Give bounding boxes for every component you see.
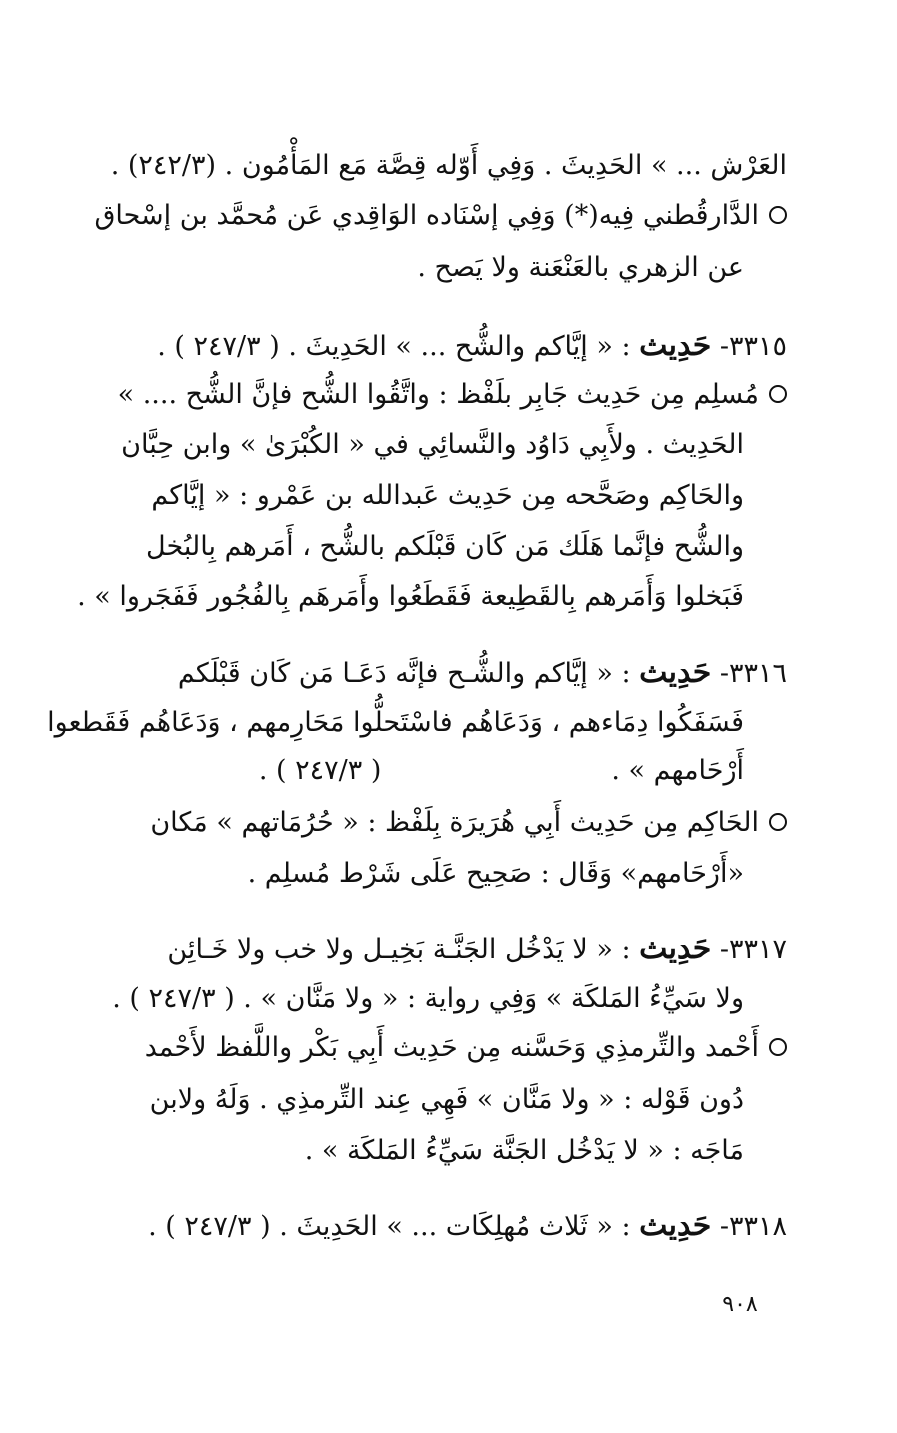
continuation-text: العَرْش ... » الحَدِيثَ . وَفِي أَوّله قِصَّة مَع المَأْمُون . (٢٤٢/٣) . xyxy=(110,150,787,181)
note-line: الحَدِيث . ولأَبِي دَاوُد والنَّسائِي في « الكُبْرَىٰ » وابن حِبَّان xyxy=(121,429,744,460)
note-line: فَبَخلوا وَأَمَرهم بِالقَطِيعة فَقَطَعُوا وأَمَرهَم بِالفُجُور فَفَجَروا » . xyxy=(77,581,744,612)
page-number: ٩٠٨ xyxy=(722,1292,758,1317)
hadith-3316-heading xyxy=(67,650,787,697)
note-text: أَحْمد والتِّرمذِي وَحَسَّنه مِن حَدِيث أَبِي بَكْر واللَّفظ لأَحْمد xyxy=(144,1032,759,1063)
hadith-number: ٣٣١٧- xyxy=(719,934,787,965)
hadith-text: أَرْحَامهم » . xyxy=(611,755,744,786)
hadith-text: : « إيَّاكم والشُّـح فإنَّه دَعَـا مَن كَان قَبْلَكم xyxy=(177,658,640,689)
note-text: الحَاكِم مِن حَدِيث أَبِي هُرَيرَة بِلَفْظ : « حُرُمَاتهم » مَكان xyxy=(150,807,759,838)
note-text: الدَّارقُطني فِيه(*) وَفِي إسْنَاده الوَاقِدي عَن مُحمَّد بن إسْحاق xyxy=(94,200,759,231)
hadith-text-line: ولا سَيِّءُ المَلكَة » وَفِي رواية : « ولا مَنَّان » . ( ٢٤٧/٣ ) . xyxy=(112,983,744,1014)
hadith-reference: ( ٢٤٧/٣ ) . xyxy=(258,755,382,786)
note-line: مَاجَه : « لا يَدْخُل الجَنَّة سَيِّءُ المَلكَة » . xyxy=(304,1135,744,1166)
note-line xyxy=(97,372,787,418)
hadith-3318-heading xyxy=(67,1203,787,1250)
hadith-keyword: حَدِيث xyxy=(639,328,712,363)
note-text: مُسلِم مِن حَدِيث جَابِر بلَفْظ : واتَّقُوا الشُّح فإنَّ الشُّح .... » xyxy=(117,379,759,410)
hadith-keyword: حَدِيث xyxy=(639,655,712,690)
hadith-text: : « ثَلاث مُهلِكَات ... » الحَدِيثَ . ( ٢٤٧/٣ ) . xyxy=(148,1211,640,1242)
note-circle-icon xyxy=(769,385,787,403)
note-line: «أَرْحَامهم» وَقَال : صَحِيح عَلَى شَرْط مُسلِم . xyxy=(247,858,744,889)
hadith-keyword: حَدِيث xyxy=(639,931,712,966)
hadith-number: ٣٣١٨- xyxy=(719,1211,787,1242)
hadith-number: ٣٣١٦- xyxy=(719,658,787,689)
note-line: والحَاكِم وصَحَّحه مِن حَدِيث عَبدالله بن عَمْرو : « إيَّاكم xyxy=(151,480,744,511)
note-line: دُون قَوْله : « ولا مَنَّان » فَهِي عِند التِّرمذِي . وَلَهُ ولابن xyxy=(149,1084,744,1115)
hadith-keyword: حَدِيث xyxy=(639,1208,712,1243)
hadith-number: ٣٣١٥- xyxy=(719,331,787,362)
hadith-3315-heading xyxy=(67,323,787,370)
hadith-text-line: فَسَفَكُوا دِمَاءهم ، وَدَعَاهُم فاسْتَحلُّوا مَحَارِمهم ، وَدَعَاهُم فَقَطعوا xyxy=(47,707,744,738)
hadith-text: : « إيَّاكم والشُّح ... » الحَدِيثَ . ( ٢٤٧/٣ ) . xyxy=(157,331,640,362)
note-line xyxy=(94,193,787,239)
note-line: عن الزهري بالعَنْعَنة ولا يَصح . xyxy=(417,252,744,283)
note-circle-icon xyxy=(769,813,787,831)
note-circle-icon xyxy=(769,206,787,224)
note-line: والشُّح فإنَّما هَلَك مَن كَان قَبْلَكم بالشُّح ، أَمَرهم بِالبُخل xyxy=(146,531,744,562)
note-circle-icon xyxy=(769,1038,787,1056)
note-line xyxy=(97,800,787,846)
hadith-text: : « لا يَدْخُل الجَنَّـة بَخِيـل ولا خب ولا خَـائِن xyxy=(167,934,640,965)
note-line xyxy=(97,1025,787,1071)
hadith-3317-heading xyxy=(67,926,787,973)
hadith-text-line xyxy=(104,748,744,794)
